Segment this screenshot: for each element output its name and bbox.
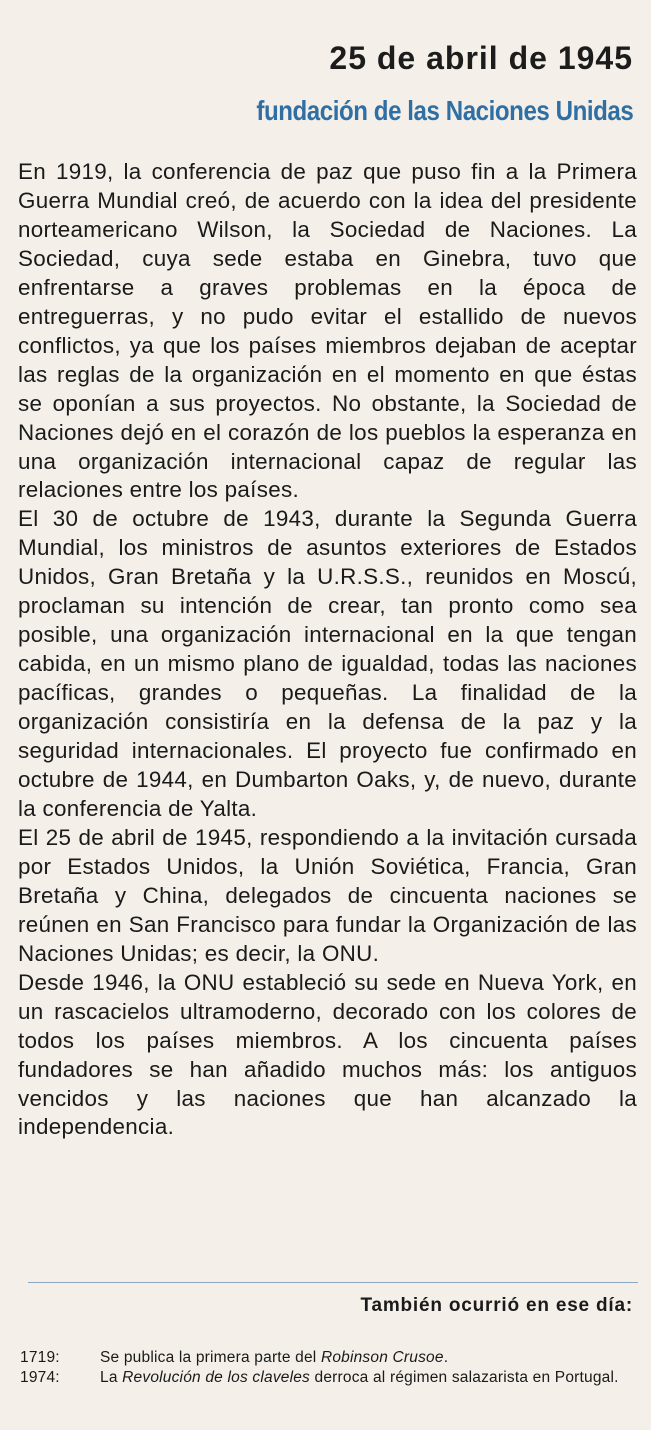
paragraph: El 30 de octubre de 1943, durante la Segunda Guerra Mundial, los ministros de asuntos exteriores de Estados Unidos, Gran Bretaña y la U.R.S.S., reunidos en Moscú, proclaman su intención de crear, tan pronto como sea posible, una organización internacional en la que tengan cabida, en un mismo plano de igualdad, todas las naciones pacíficas, grandes o pequeñas. La finalidad de la organización consistiría en la defensa de la paz y la seguridad internacionales. El proyecto fue confirmado en octubre de 1944, en Dumbarton Oaks, y, de nuevo, durante la conferencia de Yalta.	[18, 506, 637, 821]
paragraph: En 1919, la conferencia de paz que puso fin a la Primera Guerra Mundial creó, de acuerdo con la idea del presidente norteamericano Wilson, la Sociedad de Naciones. La Sociedad, cuya sede estaba en Ginebra, tuvo que enfrentarse a graves problemas en la época de entreguerras, y no pudo evitar el estallido de nuevos conflictos, ya que los países miembros dejaban de aceptar las reglas de la organización en el momento en que éstas se oponían a sus proyectos. No obstante, la Sociedad de Naciones dejó en el corazón de los pueblos la esperanza en una organización internacional capaz de regular las relaciones entre los países.	[18, 159, 637, 503]
page-subtitle: fundación de las Naciones Unidas	[256, 95, 633, 126]
event-description	[100, 1368, 640, 1388]
events-list	[20, 1348, 640, 1387]
article-body	[18, 158, 637, 1142]
event-year: 1974:	[20, 1368, 60, 1386]
list-item	[20, 1368, 640, 1388]
page-title: 25 de abril de 1945	[329, 40, 633, 76]
list-item	[20, 1348, 640, 1368]
event-year: 1719:	[20, 1349, 60, 1366]
event-text: La	[100, 1368, 123, 1386]
paragraph: Desde 1946, la ONU estableció su sede en Nueva York, en un rascacielos ultramoderno, decorado con los colores de todos los países miembros. A los cincuenta países fundadores se han añadido muchos más: los antiguos vencidos y las naciones que han alcanzado la independencia.	[18, 969, 637, 1140]
event-title-italic: Robinson Crusoe	[320, 1349, 444, 1366]
paragraph: El 25 de abril de 1945, respondiendo a la invitación cursada por Estados Unidos, la Unión Soviética, Francia, Gran Bretaña y China, delegados de cincuenta naciones se reúnen en San Francisco para fundar la Organización de las Naciones Unidas; es decir, la ONU.	[18, 824, 637, 966]
event-text: derroca al régimen salazarista en Portugal.	[310, 1368, 619, 1386]
event-text: .	[443, 1349, 449, 1366]
event-text: Se publica la primera parte del	[100, 1349, 321, 1366]
also-happened-heading: También ocurrió en ese día:	[360, 1295, 633, 1316]
section-divider	[28, 1282, 638, 1283]
event-description	[100, 1348, 640, 1368]
event-title-italic: Revolución de los claveles	[122, 1368, 311, 1386]
